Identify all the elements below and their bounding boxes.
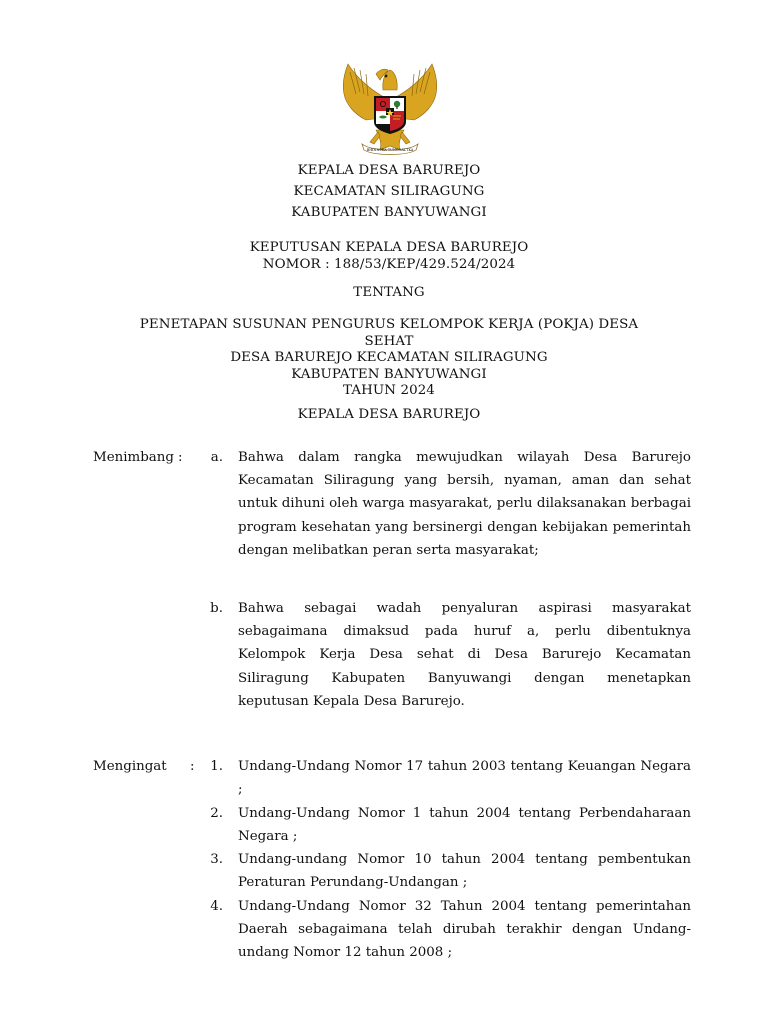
header-line: KECAMATAN SILIRAGUNG (293, 184, 485, 199)
subject-line: DESA BARUREJO KECAMATAN SILIRAGUNG (230, 350, 548, 365)
considering-colon: : (178, 450, 183, 465)
remembering-item-text: Undang-Undang Nomor 17 tahun 2003 tentang Keuangan Negara ; (238, 759, 691, 798)
decree-number: NOMOR : 188/53/KEP/429.524/2024 (262, 256, 516, 272)
remembering-item-mark: 2. (210, 806, 223, 821)
header-block (0, 160, 768, 223)
considering-item-text: Bahwa sebagai wadah penyaluran aspirasi masyarakat sebagaimana dimaksud pada huruf a, perlu dibentuknya Kelompok Kerja Desa sehat di Desa Barurejo Kecamatan Siliragung Kabupaten Banyuwangi dengan menetapkan keputusan Kepala Desa Barurejo. (238, 601, 691, 709)
remembering-colon: : (190, 759, 195, 774)
remembering-item-text: Undang-Undang Nomor 1 tahun 2004 tentang Perbendaharaan Negara ; (238, 806, 691, 845)
about-heading: TENTANG (353, 285, 425, 300)
remembering-item-mark: 1. (210, 759, 223, 774)
header-line: KABUPATEN BANYUWANGI (291, 205, 487, 220)
considering-item-text: Bahwa dalam rangka mewujudkan wilayah Desa Barurejo Kecamatan Siliragung yang bersih, nyaman, aman dan sehat untuk dihuni oleh warga masyarakat, perlu dilaksanakan berbagai program kesehatan yang bersinergi dengan kebijakan pemerintah dengan melibatkan peran serta masyarakat; (238, 450, 691, 558)
subject-line: KABUPATEN BANYUWANGI (291, 366, 487, 382)
remembering-item-text: Undang-undang Nomor 10 tahun 2004 tentang pembentukan Peraturan Perundang-Undangan ; (238, 852, 691, 891)
considering-label: Menimbang (93, 450, 174, 465)
remembering-label: Mengingat (93, 759, 167, 774)
considering-item-mark: a. (210, 450, 223, 465)
subject-line: SEHAT (364, 333, 414, 349)
subject-block (0, 317, 768, 400)
issuer-heading: KEPALA DESA BARUREJO (297, 407, 481, 422)
remembering-item-text: Undang-Undang Nomor 32 Tahun 2004 tentang pemerintahan Daerah sebagaimana telah dirubah terakhir dengan Undang-undang Nomor 12 tahun 2008 ; (238, 899, 691, 961)
decree-block (0, 240, 768, 273)
remembering-item-mark: 4. (210, 899, 223, 914)
subject-line: TAHUN 2024 (343, 383, 435, 398)
header-line: KEPALA DESA BARUREJO (297, 163, 481, 178)
subject-line: PENETAPAN SUSUNAN PENGURUS KELOMPOK KERJA (POKJA) DESA (139, 317, 639, 332)
considering-item-mark: b. (210, 601, 223, 616)
remembering-item-mark: 3. (210, 852, 223, 867)
garuda-pancasila-emblem (336, 58, 444, 158)
emblem-motto: BHINNEKA TUNGGAL IKA (366, 148, 414, 152)
decree-title: KEPUTUSAN KEPALA DESA BARUREJO (249, 240, 529, 255)
